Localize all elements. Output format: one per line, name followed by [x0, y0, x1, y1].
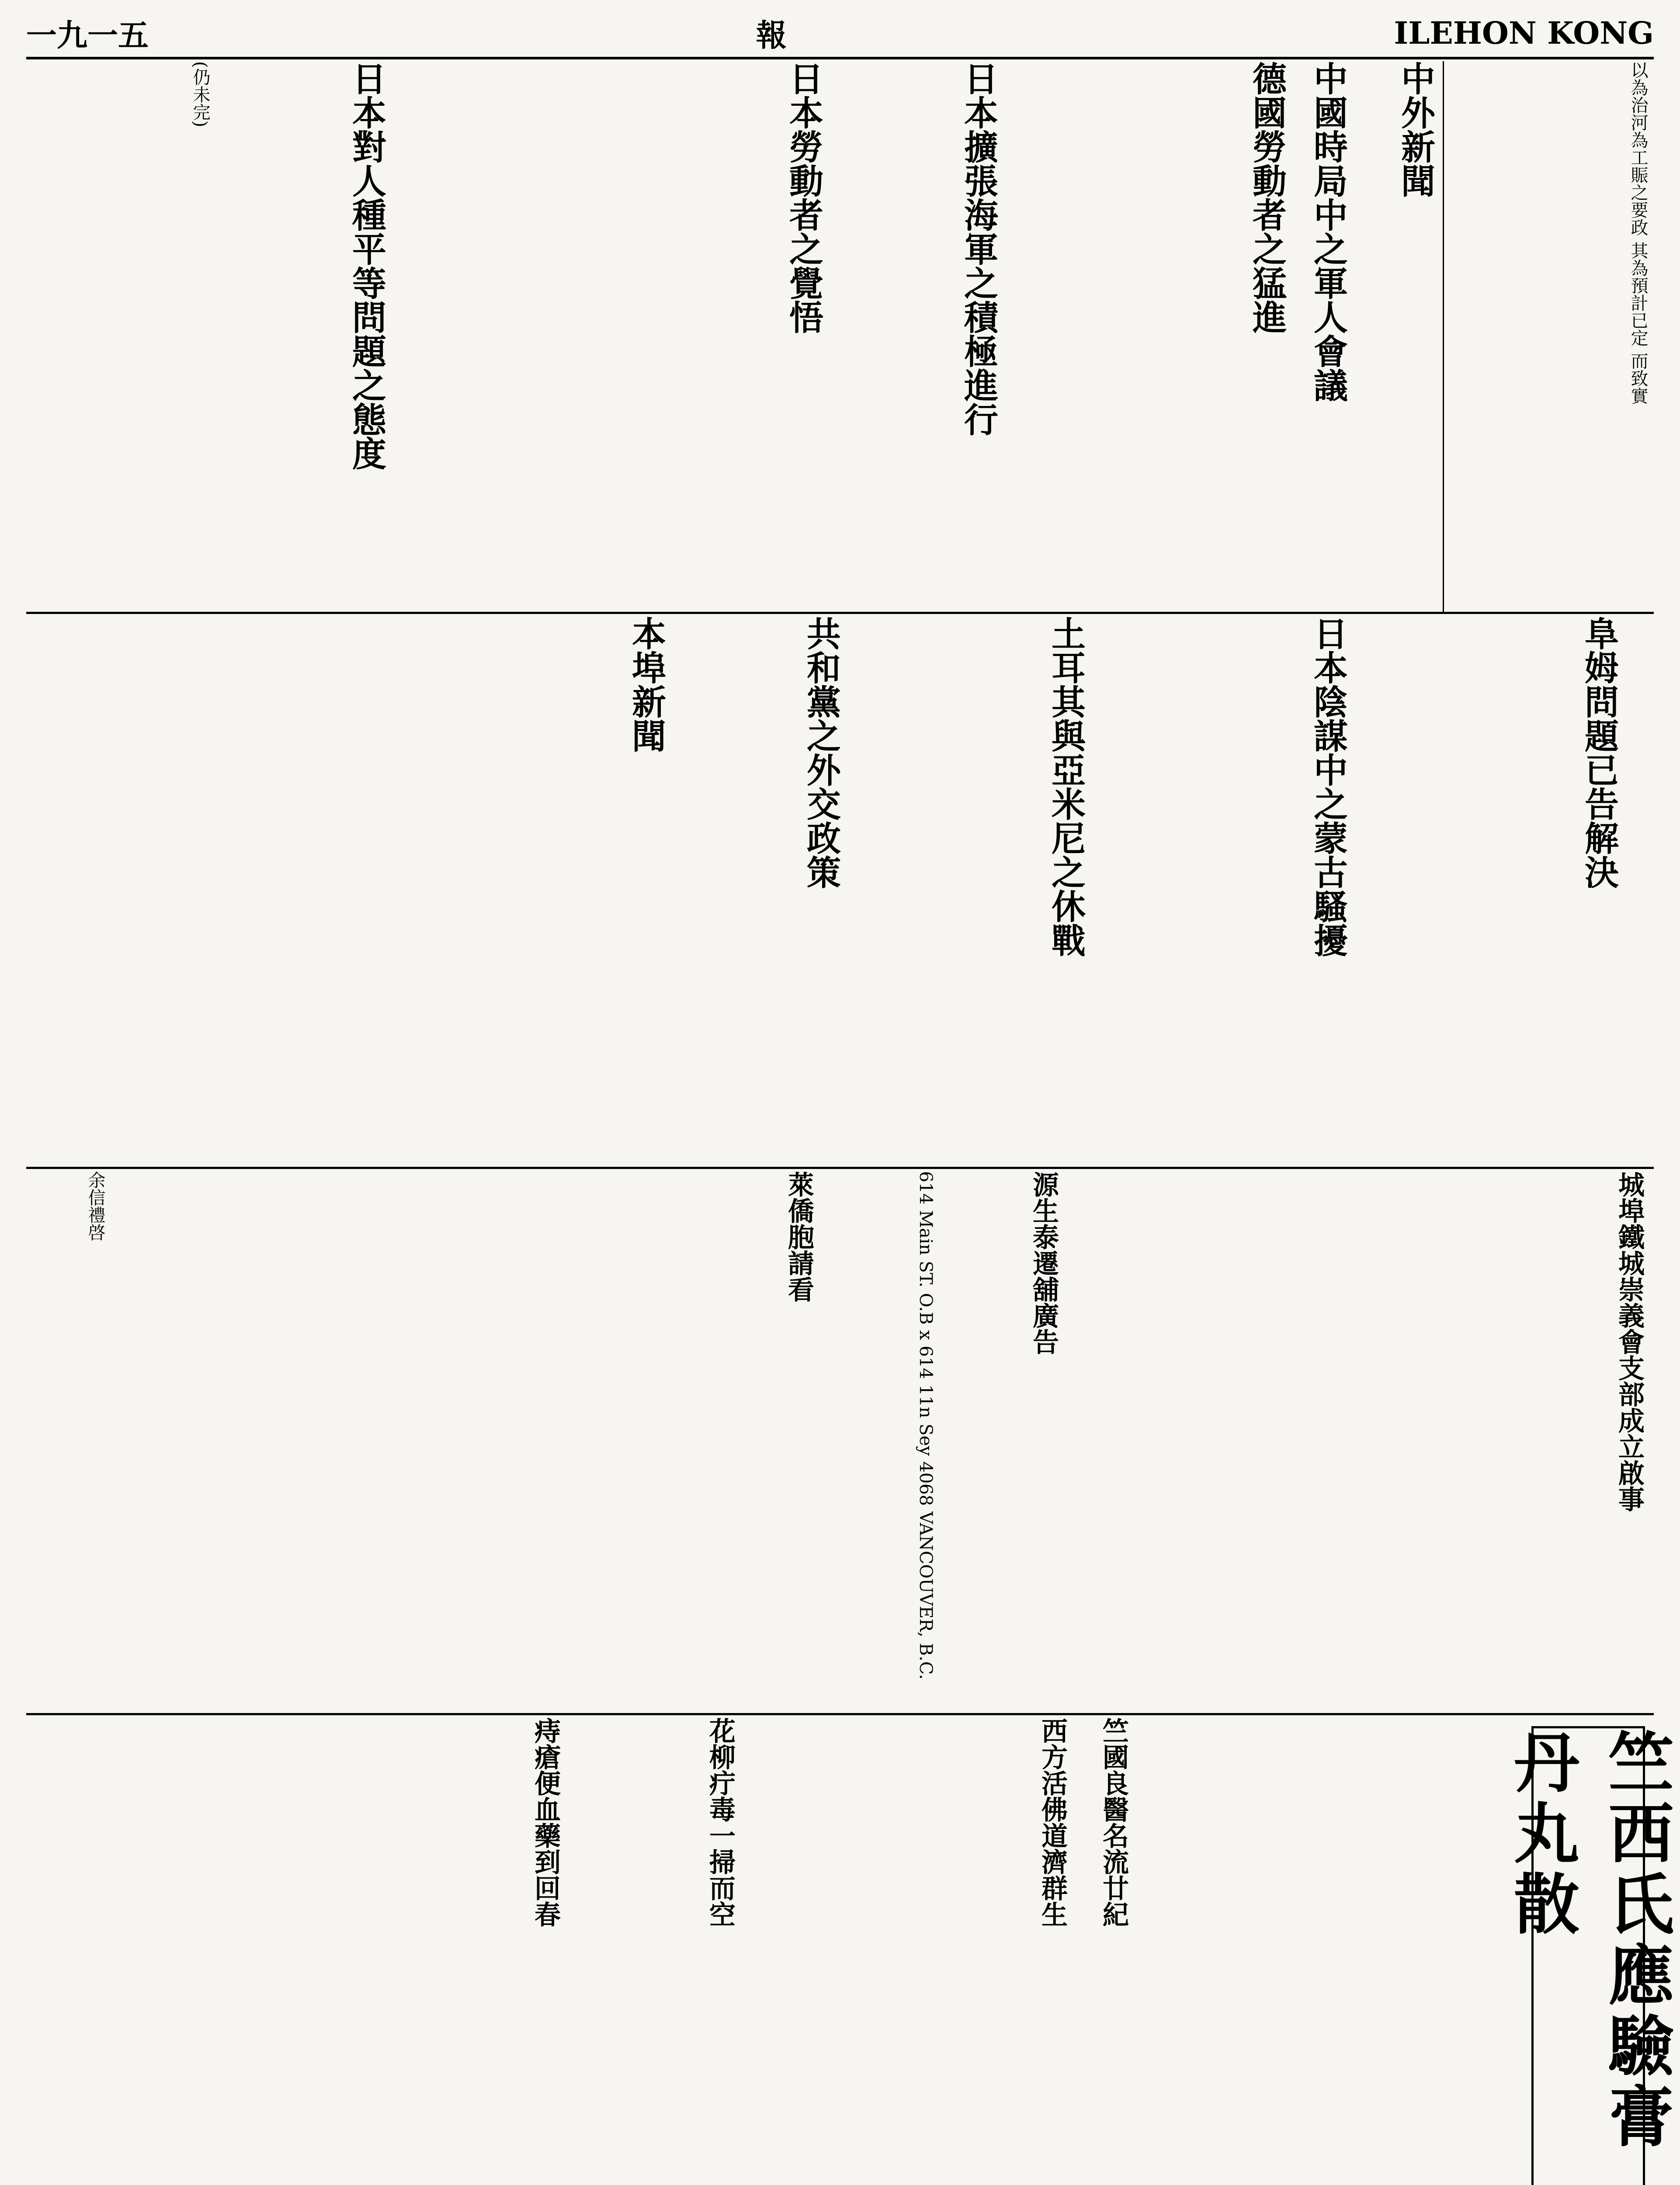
- headline-4-col: [771, 61, 823, 612]
- compatriots-col: [767, 1171, 815, 1713]
- lead-col: [1448, 61, 1649, 612]
- address-col: [893, 1171, 937, 1713]
- headline-1-col: [1295, 61, 1348, 612]
- headline-german-labor: 德國勞動者之猛進: [1247, 61, 1287, 334]
- headline-doctor: 竺國良醫名流廿紀: [1098, 1717, 1129, 1927]
- headline-relocation: 源生泰遷舖廣告: [1028, 1171, 1059, 1355]
- shop-address: 614 Main ST. O.B x 614 11n Sey 4068 VANCOUVER, B.C.: [916, 1171, 936, 1680]
- headline-japan-navy: 日本擴張海軍之積極進行: [958, 61, 998, 436]
- headline-compatriots: 萊僑胞請看: [784, 1171, 814, 1302]
- headline-fiume: 阜姆問題已告解決: [1579, 616, 1619, 889]
- masthead-issue: 一九一五: [26, 17, 149, 53]
- headline-fiume-col: [1566, 616, 1619, 1167]
- lead-text: 以為治河為工賑之要政 其為預計已定 而致實: [1628, 61, 1648, 405]
- section-local-news: 本埠新聞: [626, 616, 666, 753]
- headline-venereal: 花柳疔毒一掃而空: [705, 1717, 736, 1927]
- local-news-col: [605, 616, 666, 1167]
- sign-col: [63, 1171, 107, 1713]
- headline-hemorrhoid: 痔瘡便血藥到回春: [530, 1717, 561, 1927]
- relocation-col: [1011, 1171, 1059, 1713]
- headline-turkey-col: [1033, 616, 1086, 1167]
- band-3: [26, 1171, 1654, 1715]
- continued-note: (仍未完): [190, 61, 210, 128]
- ad-title: 竺西氏應驗膏丹丸散: [1503, 1728, 1674, 2153]
- signature: 余信禮啓: [85, 1171, 105, 1241]
- headline-2-col: [1234, 61, 1287, 612]
- band-4: [26, 1717, 1674, 2185]
- headline-3-col: [946, 61, 998, 612]
- doctor-col: [1081, 1717, 1129, 2185]
- continued-col: [168, 61, 212, 612]
- venereal-col: [688, 1717, 736, 2185]
- headline-turkey-armenia: 土耳其與亞米尼之休戰: [1046, 616, 1086, 957]
- band-2: [26, 616, 1654, 1169]
- headline-republican-col: [788, 616, 841, 1167]
- masthead-center: 報: [756, 17, 787, 53]
- masthead-title: ILEHON KONG: [1394, 14, 1654, 51]
- headline-racial-equality: 日本對人種平等問題之態度: [347, 61, 386, 470]
- headline-mongolia-col: [1295, 616, 1348, 1167]
- buddha-col: [1020, 1717, 1068, 2185]
- headline-5-col: [334, 61, 386, 612]
- headline-japan-labor: 日本勞動者之覺悟: [784, 61, 823, 334]
- hemorrhoid-col: [513, 1717, 561, 2185]
- headline-buddha: 西方活佛道濟群生: [1037, 1717, 1068, 1927]
- headline-republican-policy: 共和黨之外交政策: [801, 616, 841, 889]
- headline-mongolia: 日本陰謀中之蒙古騷擾: [1308, 616, 1348, 957]
- intl-news-col: [1357, 61, 1435, 612]
- headline-chongyi-notice: 城埠鐵城崇義會支部成立啟事: [1614, 1171, 1645, 1512]
- headline-military-conference: 中國時局中之軍人會議: [1308, 61, 1348, 402]
- notice-col: [1593, 1171, 1645, 1713]
- ad-box: [1503, 1726, 1674, 2185]
- band-1: [26, 61, 1654, 614]
- section-intl-news: 中外新聞: [1395, 61, 1435, 198]
- masthead: [26, 9, 1654, 59]
